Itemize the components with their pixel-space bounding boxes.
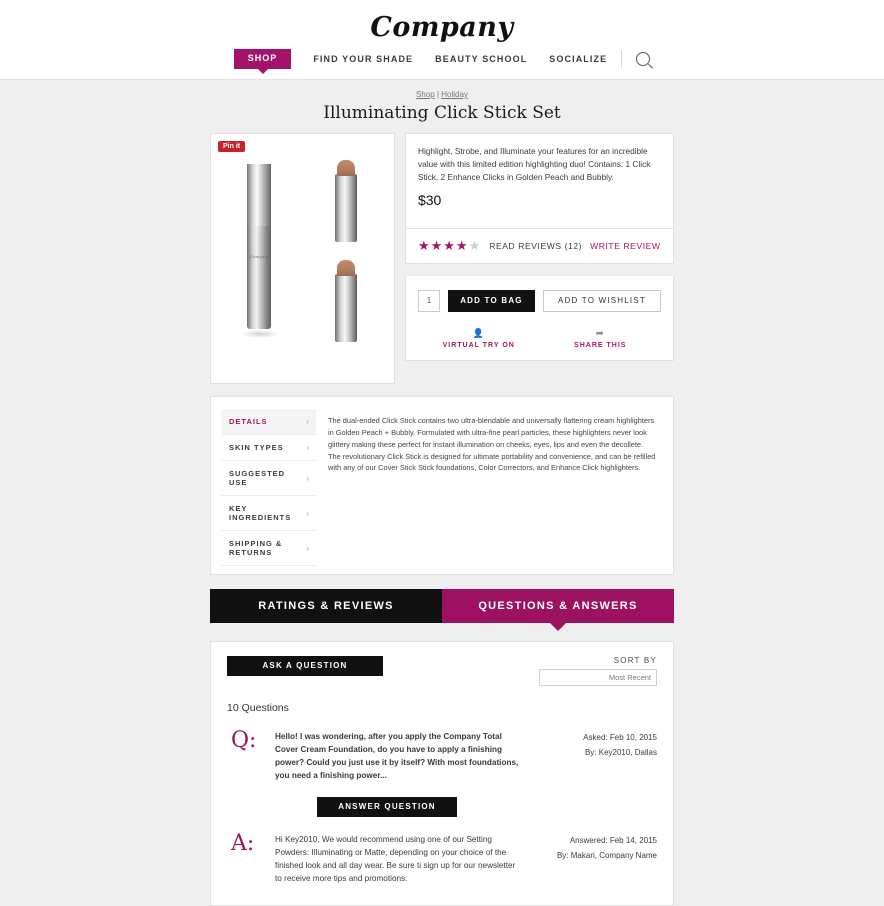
accordion-label-shipping-returns: SHIPPING & RETURNS [229,539,283,557]
product-reviews-row [405,229,674,264]
accordion-label-details: DETAILS [229,417,268,426]
brand-logo[interactable]: Company [370,12,514,43]
answer-entry [227,830,657,886]
tube-cap [247,164,271,226]
ask-a-question-button[interactable]: ASK A QUESTION [227,656,383,676]
product-info-accordion [210,396,674,575]
question-author: By: Key2010, Dallas [584,748,657,758]
accordion-item-key-ingredients[interactable] [221,496,316,531]
search-icon[interactable] [636,52,650,66]
virtual-try-on-button[interactable] [418,328,540,349]
nav-divider [621,50,622,68]
question-entry [227,730,657,783]
accordion-tabs [211,405,316,566]
accordion-item-details[interactable] [221,409,316,435]
accordion-label-suggested-use: SUGGESTED USE [229,469,286,487]
question-meta [537,730,657,783]
enhance-click-1-icon [335,174,357,242]
site-header [0,0,884,80]
nav-item-beauty-school[interactable]: BEAUTY SCHOOL [435,54,528,64]
nav-item-socialize[interactable]: SOCIALIZE [549,54,608,64]
chevron-right-icon: › [306,417,310,426]
share-this-button[interactable] [539,328,661,349]
add-to-bag-button[interactable]: ADD TO BAG [448,290,535,312]
star-rating: ★★★★★ [417,238,482,253]
answer-text: Hi Key2010, We would recommend using one of our Setting Powders: Illuminating or Matte, depending on your choice of the finished look and all day wear. Be sure ti sign up for our newsletter to receive more tips and promotions. [275,834,516,883]
purchase-box [405,276,674,361]
breadcrumb-shop[interactable]: Shop [416,90,435,99]
product-gallery[interactable] [210,133,395,384]
breadcrumb-separator: | [436,90,440,99]
sort-by-group [539,656,657,686]
secondary-actions [418,328,661,349]
share-this-label: SHARE THIS [574,342,627,349]
accordion-label-skin-types: SKIN TYPES [229,443,284,452]
stick-tip-2 [337,260,355,276]
answer-author: By: Makari, Company Name [556,850,657,860]
main-content [0,80,884,906]
chevron-right-icon: › [306,543,310,553]
add-to-wishlist-button[interactable]: ADD TO WISHLIST [543,290,661,312]
answer-answered-date: Answered: Feb 14, 2015 [569,835,657,845]
accordion-item-shipping-returns[interactable] [221,531,316,566]
questions-answers-panel [210,641,674,906]
reviews-qa-tabs [210,589,674,623]
chevron-right-icon: › [306,473,310,483]
chevron-right-icon: › [306,443,310,452]
virtual-try-on-label: VIRTUAL TRY ON [442,342,515,349]
accordion-item-skin-types[interactable] [221,435,316,461]
answer-meta [537,833,657,886]
primary-nav [0,49,884,79]
breadcrumb [0,80,884,99]
enhance-click-2-icon [335,274,357,342]
quantity-input[interactable]: 1 [418,290,440,312]
chevron-right-icon: › [306,508,310,518]
tab-questions-answers[interactable]: QUESTIONS & ANSWERS [442,589,674,623]
qa-toolbar [227,656,657,686]
product-image [211,134,400,385]
purchase-controls [418,290,661,312]
nav-item-shop[interactable]: SHOP [234,49,292,69]
accordion-item-suggested-use[interactable] [221,461,316,496]
write-review-link[interactable]: WRITE REVIEW [590,241,661,251]
accordion-body-text: The dual-ended Click Stick contains two ultra-blendable and universally flattering cream highlighters in Golden Peach + Bubbly. Formulated with ultra-fine pearl particles, these highlighters never look glittery making these perfect for instant illumination on cheeks, eyes, lips and even the decollete. The revolutionary Click Stick is designed for ultimate portability and convenience, and can be refilled with any of our Cover Stick Stick foundations, Color Correctors, and Enhance Click highlighters. [328,416,656,473]
answer-question-button[interactable]: ANSWER QUESTION [317,797,457,817]
click-stick-tube-icon [247,164,271,329]
sort-by-label: SORT BY [613,656,657,665]
pinterest-pin-button[interactable]: Pin it [218,141,245,152]
question-count: 10 Questions [227,702,289,714]
tube-shadow [241,330,279,338]
tab-ratings-reviews[interactable]: RATINGS & REVIEWS [210,589,442,623]
product-description-box [405,133,674,229]
product-section [210,133,674,384]
product-details-column [405,133,674,384]
read-reviews-link[interactable]: READ REVIEWS (12) [489,241,583,251]
page-title: Illuminating Click Stick Set [323,103,561,123]
tube-label: Company [250,254,270,259]
question-text: Hello! I was wondering, after you apply the Company Total Cover Cream Foundation, do you have to apply a finishing power? Could you just use it by itself? With most foundations, you need a finishing power... [275,732,519,781]
answer-marker: A: [231,830,255,856]
product-price: $30 [417,191,442,208]
stick-tip-1 [337,160,355,176]
question-marker: Q: [231,728,257,753]
nav-items [234,49,607,69]
breadcrumb-holiday[interactable]: Holiday [441,90,468,99]
person-icon: 👤 [472,328,485,338]
share-arrow-icon: ➦ [595,328,605,338]
sort-by-select[interactable]: Most Recent [539,669,657,686]
nav-item-find-your-shade[interactable]: FIND YOUR SHADE [313,54,414,64]
product-description: Highlight, Strobe, and Illuminate your features for an incredible value with this limited edition highlighting duo! Contains: 1 Click Stick, 2 Enhance Clicks in Golden Peach and Bubbly. [417,146,651,182]
question-asked-date: Asked: Feb 10, 2015 [583,733,657,742]
accordion-label-key-ingredients: KEY INGREDIENTS [229,504,292,522]
